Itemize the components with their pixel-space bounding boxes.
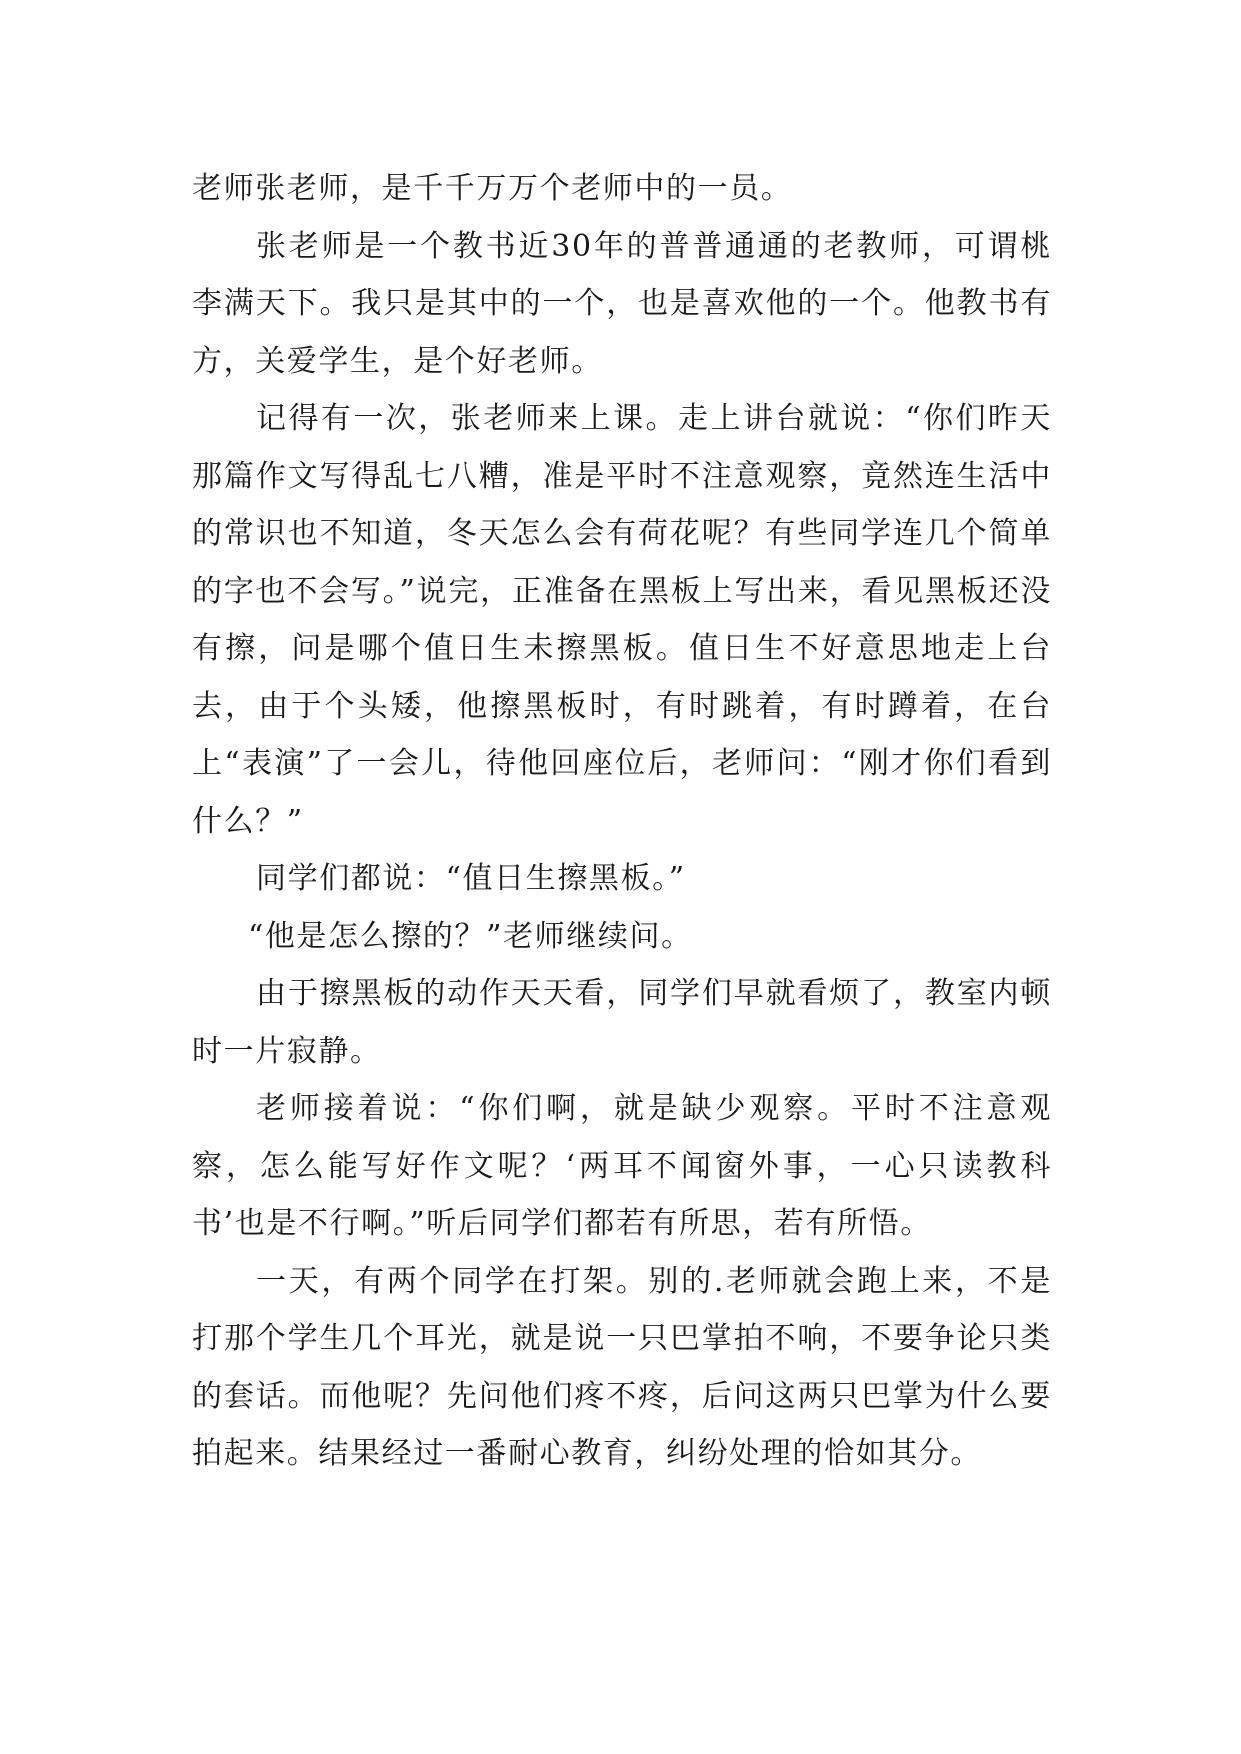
- paragraph-6: 由于擦黑板的动作天天看，同学们早就看烦了，教室内顿时一片寂静。: [192, 976, 1052, 1069]
- paragraph-7: 老师接着说：“你们啊，就是缺少观察。平时不注意观察，怎么能写好作文呢？‘两耳不闻窗外事，一心只读教科书’也是不行啊。”听后同学们都若有所思，若有所悟。: [192, 1091, 1052, 1241]
- paragraph-5: “他是怎么擦的？”老师继续问。: [248, 918, 693, 954]
- paragraph-4: 同学们都说：“值日生擦黑板。”: [256, 861, 686, 896]
- article-body: [192, 160, 1052, 1483]
- paragraph-3: 记得有一次，张老师来上课。走上讲台就说：“你们昨天那篇作文写得乱七八糟，准是平时不注意观察，竟然连生活中的常识也不知道，冬天怎么会有荷花呢？有些同学连几个简单的字也不会写。”说完，正准备在黑板上写出来，看见黑板还没有擦，问是哪个值日生未擦黑板。值日生不好意思地走上台去，由于个头矮，他擦黑板时，有时跳着，有时蹲着，在台上“表演”了一会儿，待他回座位后，老师问：“刚才你们看到什么？”: [192, 401, 1052, 839]
- paragraph-1: 老师张老师，是千千万万个老师中的一员。: [192, 171, 793, 206]
- paragraph-8: 一天，有两个同学在打架。别的.老师就会跑上来，不是打那个学生几个耳光，就是说一只巴掌拍不响，不要争论只类的套话。而他呢？先问他们疼不疼，后问这两只巴掌为什么要拍起来。结果经过一番耐心教育，纠纷处理的恰如其分。: [192, 1263, 1052, 1471]
- paragraph-2: 张老师是一个教书近30年的普普通通的老教师，可谓桃李满天下。我只是其中的一个，也是喜欢他的一个。他教书有方，关爱学生，是个好老师。: [192, 228, 1052, 379]
